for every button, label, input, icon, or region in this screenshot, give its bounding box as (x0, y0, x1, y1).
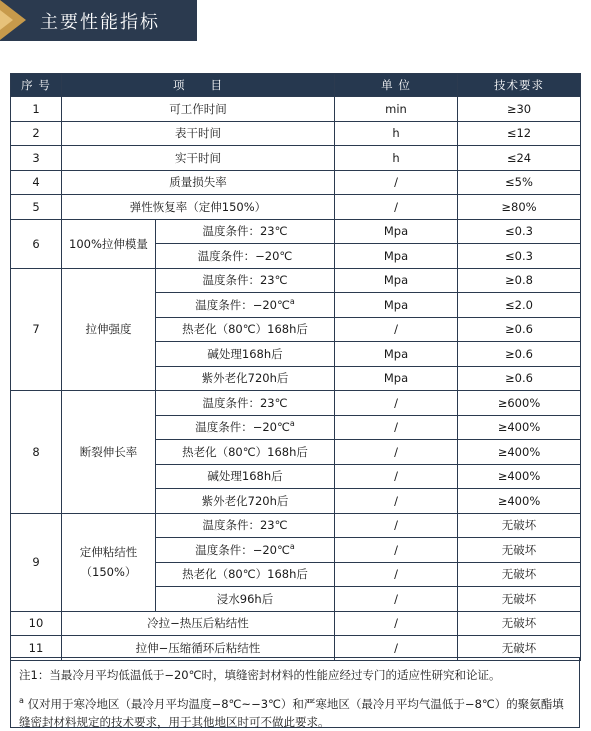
table-header-row (11, 74, 581, 97)
row-unit: / (335, 170, 458, 195)
row-unit: Mpa (335, 244, 458, 269)
table-row (11, 611, 581, 636)
row-unit: Mpa (335, 366, 458, 391)
row-requirement: ≤24 (458, 146, 581, 171)
row-condition: 温度条件：23℃ (156, 219, 335, 244)
condition-text: 温度条件：−20℃ (195, 297, 290, 312)
row-unit: / (335, 195, 458, 220)
row-condition (156, 415, 335, 440)
row-no: 1 (11, 97, 62, 122)
row-no: 2 (11, 121, 62, 146)
row-no: 11 (11, 636, 62, 661)
row-item-line2: （150%） (80, 565, 137, 579)
row-unit: / (335, 464, 458, 489)
row-unit: / (335, 636, 458, 661)
performance-table (10, 73, 581, 661)
row-unit: / (335, 440, 458, 465)
row-item: 冷拉−热压后粘结性 (62, 611, 335, 636)
table-row (11, 146, 581, 171)
row-unit: / (335, 415, 458, 440)
table-row (11, 97, 581, 122)
table-row (11, 219, 581, 244)
row-no: 6 (11, 219, 62, 268)
row-unit: Mpa (335, 293, 458, 318)
row-requirement: ≤2.0 (458, 293, 581, 318)
row-requirement: ≥400% (458, 440, 581, 465)
row-requirement: 无破坏 (458, 538, 581, 563)
row-condition: 温度条件：23℃ (156, 513, 335, 538)
row-requirement: 无破坏 (458, 587, 581, 612)
row-condition: 热老化（80℃）168h后 (156, 562, 335, 587)
table-row (11, 391, 581, 416)
row-condition: 紫外老化720h后 (156, 366, 335, 391)
row-item: 100%拉伸模量 (62, 219, 156, 268)
row-requirement: 无破坏 (458, 611, 581, 636)
row-item-line1: 定伸粘结性 (79, 545, 138, 559)
row-unit: h (335, 121, 458, 146)
row-condition: 热老化（80℃）168h后 (156, 317, 335, 342)
section-banner (0, 0, 197, 41)
row-unit: / (335, 317, 458, 342)
row-requirement: ≥400% (458, 489, 581, 514)
row-item: 断裂伸长率 (62, 391, 156, 514)
row-requirement: 无破坏 (458, 562, 581, 587)
row-requirement: ≤0.3 (458, 244, 581, 269)
row-unit: / (335, 513, 458, 538)
note-2 (19, 692, 569, 731)
section-title: 主要性能指标 (40, 12, 160, 33)
row-unit: / (335, 538, 458, 563)
row-unit: / (335, 391, 458, 416)
table-row (11, 195, 581, 220)
row-item: 表干时间 (62, 121, 335, 146)
row-unit: / (335, 489, 458, 514)
header-unit: 单 位 (335, 74, 458, 97)
row-requirement: 无破坏 (458, 513, 581, 538)
row-requirement: ≥0.8 (458, 268, 581, 293)
row-unit: / (335, 611, 458, 636)
row-no: 7 (11, 268, 62, 391)
row-condition (156, 293, 335, 318)
row-requirement: ≥0.6 (458, 342, 581, 367)
row-requirement: 无破坏 (458, 636, 581, 661)
condition-text: 温度条件：−20℃ (195, 420, 290, 435)
row-item: 拉伸强度 (62, 268, 156, 391)
row-unit: min (335, 97, 458, 122)
row-unit: / (335, 562, 458, 587)
footnote-marker: a (289, 419, 295, 429)
header-item: 项 目 (62, 74, 335, 97)
banner-arrow-inner-icon (0, 10, 13, 30)
notes-box (10, 657, 580, 728)
row-condition: 浸水96h后 (156, 587, 335, 612)
row-requirement: ≤12 (458, 121, 581, 146)
row-no: 9 (11, 513, 62, 611)
footnote-marker: a (289, 296, 295, 306)
row-requirement: ≥400% (458, 415, 581, 440)
row-requirement: ≥400% (458, 464, 581, 489)
row-requirement: ≥0.6 (458, 366, 581, 391)
row-condition: 碱处理168h后 (156, 464, 335, 489)
table-row (11, 121, 581, 146)
row-requirement: ≥600% (458, 391, 581, 416)
condition-text: 温度条件：−20℃ (195, 542, 290, 557)
row-requirement: ≥80% (458, 195, 581, 220)
footnote-marker: a (289, 541, 295, 551)
row-unit: Mpa (335, 342, 458, 367)
row-unit: / (335, 587, 458, 612)
row-item: 弹性恢复率（定伸150%） (62, 195, 335, 220)
header-requirement: 技术要求 (458, 74, 581, 97)
row-condition: 碱处理168h后 (156, 342, 335, 367)
row-no: 4 (11, 170, 62, 195)
note-2-text: 仅对用于寒冷地区（最冷月平均温度−8℃~−3℃）和严寒地区（最冷月平均气温低于−8℃）的聚氨酯填缝密封材料规定的技术要求，用于其他地区时可不做此要求。 (19, 696, 564, 729)
row-no: 5 (11, 195, 62, 220)
row-requirement: ≤0.3 (458, 219, 581, 244)
header-no: 序 号 (11, 74, 62, 97)
note-1: 注1：当最冷月平均低温低于−20℃时，填缝密封材料的性能应经过专门的适应性研究和论证。 (19, 668, 501, 682)
row-requirement: ≥30 (458, 97, 581, 122)
row-condition: 温度条件：−20℃ (156, 244, 335, 269)
row-unit: Mpa (335, 219, 458, 244)
row-unit: Mpa (335, 268, 458, 293)
row-item: 实干时间 (62, 146, 335, 171)
row-no: 8 (11, 391, 62, 514)
row-condition: 温度条件：23℃ (156, 268, 335, 293)
row-item: 质量损失率 (62, 170, 335, 195)
row-no: 10 (11, 611, 62, 636)
row-condition (156, 538, 335, 563)
row-requirement: ≤5% (458, 170, 581, 195)
row-condition: 紫外老化720h后 (156, 489, 335, 514)
row-item: 拉伸−压缩循环后粘结性 (62, 636, 335, 661)
row-no: 3 (11, 146, 62, 171)
row-unit: h (335, 146, 458, 171)
table-row (11, 170, 581, 195)
row-condition: 温度条件：23℃ (156, 391, 335, 416)
row-item (62, 513, 156, 611)
row-item: 可工作时间 (62, 97, 335, 122)
table-row (11, 268, 581, 293)
footnote-marker: a (19, 696, 24, 705)
row-condition: 热老化（80℃）168h后 (156, 440, 335, 465)
table-row (11, 513, 581, 538)
row-requirement: ≥0.6 (458, 317, 581, 342)
